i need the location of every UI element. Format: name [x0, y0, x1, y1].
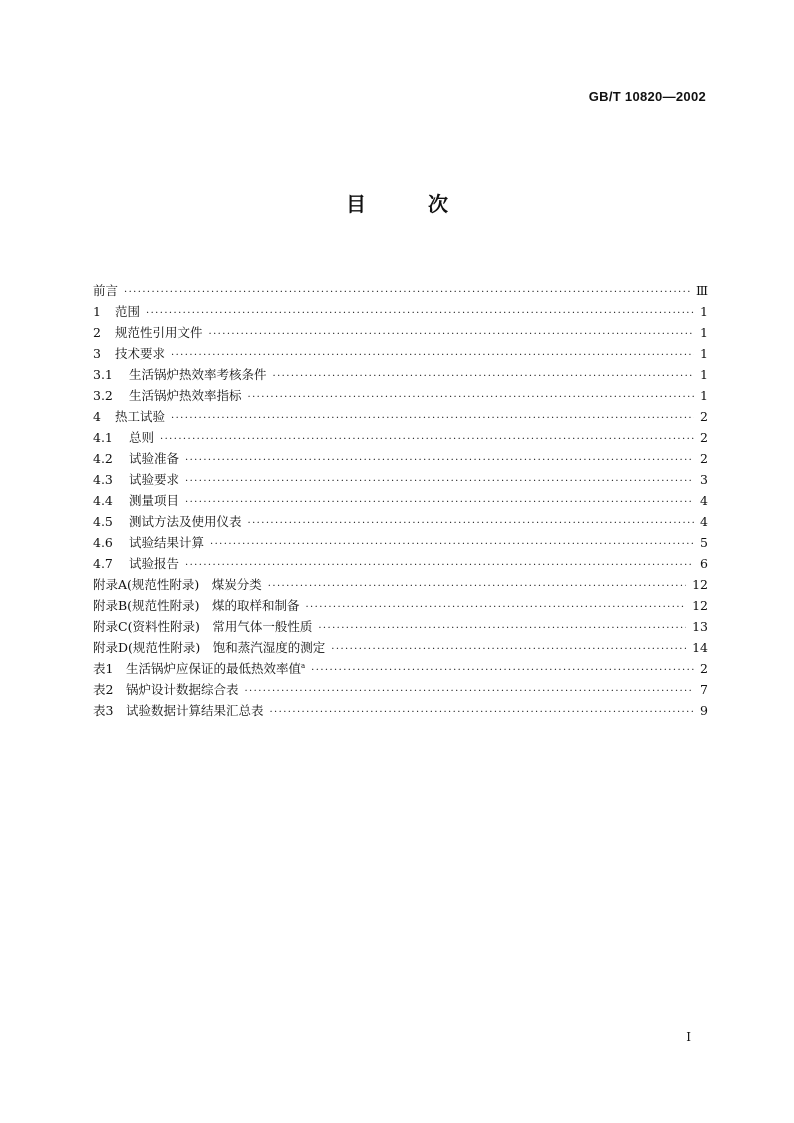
toc-entry[interactable]: [93, 658, 708, 679]
page-number: I: [686, 1030, 691, 1044]
toc-entry-label: [129, 553, 179, 574]
toc-entry-number: 4.2: [93, 451, 113, 466]
toc-entry-number: 4.7: [93, 556, 113, 571]
toc-entry-page: 3: [700, 472, 708, 487]
toc-entry-page: 2: [700, 409, 708, 424]
toc-dot-leader: [160, 429, 694, 450]
document-code: GB/T 10820—2002: [588, 89, 706, 104]
toc-entry-number: 4.4: [93, 493, 113, 508]
toc-entry-page: 1: [700, 325, 708, 340]
toc-entry[interactable]: [93, 616, 708, 637]
toc-entry-label: [93, 700, 263, 721]
toc-entry-label: [115, 301, 140, 322]
toc-dot-leader: [248, 513, 694, 534]
toc-entry-number: 3.2: [93, 388, 113, 403]
toc-entry-page: 12: [692, 577, 708, 592]
toc-entry[interactable]: [93, 469, 708, 490]
toc-entry-page: 1: [700, 304, 708, 319]
toc-entry-label-text: 表3 试验数据计算结果汇总表: [93, 703, 264, 718]
page-title-char-1: 目: [346, 192, 366, 216]
toc-entry-page: 12: [692, 598, 708, 613]
toc-entry-label: [115, 343, 165, 364]
toc-dot-leader: [273, 366, 694, 387]
toc-entry[interactable]: [93, 490, 708, 511]
toc-dot-leader: [185, 492, 694, 513]
toc-entry-label: [129, 469, 179, 490]
toc-entry-label: [93, 574, 262, 595]
toc-entry-page: 1: [700, 367, 708, 382]
toc-entry-label: [129, 448, 179, 469]
toc-entry[interactable]: [93, 364, 708, 385]
toc-entry[interactable]: [93, 595, 708, 616]
toc-entry-label-text: 生活锅炉热效率考核条件: [129, 367, 267, 382]
toc-entry-number: 2: [93, 325, 101, 340]
toc-entry-label: [129, 427, 154, 448]
toc-entry[interactable]: [93, 637, 708, 658]
toc-entry-label-text: 范围: [115, 304, 141, 319]
toc-entry-label: [129, 364, 267, 385]
toc-dot-leader: [269, 702, 694, 723]
toc-entry[interactable]: [93, 280, 708, 301]
toc-dot-leader: [185, 555, 694, 576]
toc-entry-label-text: 试验结果计算: [129, 535, 205, 550]
toc-entry-label: [93, 616, 312, 637]
toc-entry-label-text: 测试方法及使用仪表: [129, 514, 242, 529]
toc-entry-label-text: 表1 生活锅炉应保证的最低热效率值: [93, 661, 301, 676]
toc-dot-leader: [185, 471, 694, 492]
toc-entry-label-text: 附录B(规范性附录) 煤的取样和制备: [93, 598, 300, 613]
page-title-char-2: 次: [428, 192, 448, 216]
toc-entry[interactable]: [93, 448, 708, 469]
toc-entry-label-text: 前言: [93, 283, 119, 298]
toc-dot-leader: [318, 618, 686, 639]
toc-entry-label-text: 规范性引用文件: [115, 325, 203, 340]
toc-entry[interactable]: [93, 343, 708, 364]
toc-entry[interactable]: [93, 679, 708, 700]
toc-dot-leader: [248, 387, 694, 408]
toc-entry[interactable]: [93, 322, 708, 343]
toc-dot-leader: [268, 576, 686, 597]
toc-entry-number: 3: [93, 346, 101, 361]
toc-entry-label: [93, 595, 299, 616]
toc-entry[interactable]: [93, 301, 708, 322]
toc-entry-page: Ⅲ: [695, 283, 708, 298]
toc-entry-number: 1: [93, 304, 101, 319]
toc-entry-label-text: 技术要求: [115, 346, 166, 361]
toc-entry[interactable]: [93, 511, 708, 532]
toc-entry-label-text: 附录C(资料性附录) 常用气体一般性质: [93, 619, 313, 634]
toc-entry-page: 4: [700, 493, 708, 508]
toc-entry-number: 3.1: [93, 367, 113, 382]
toc-entry-label-text: 测量项目: [129, 493, 180, 508]
toc-entry-label-text: 试验要求: [129, 472, 180, 487]
toc-entry[interactable]: [93, 553, 708, 574]
toc-entry-page: 9: [700, 703, 708, 718]
toc-entry-page: 13: [692, 619, 708, 634]
toc-entry-number: 4.6: [93, 535, 113, 550]
toc-entry-page: 1: [700, 346, 708, 361]
toc-dot-leader: [210, 534, 694, 555]
toc-entry-page: 1: [700, 388, 708, 403]
toc-entry-label-text: 表2 锅炉设计数据综合表: [93, 682, 239, 697]
toc-entry-label: [93, 658, 305, 679]
toc-entry-number: 4.5: [93, 514, 113, 529]
toc-dot-leader: [305, 597, 686, 618]
toc-entry-number: 4.3: [93, 472, 113, 487]
toc-entry-label: [93, 280, 118, 301]
toc-dot-leader: [311, 660, 694, 681]
toc-dot-leader: [171, 408, 694, 429]
toc-dot-leader: [331, 639, 686, 660]
toc-entry-label: [93, 679, 238, 700]
toc-entry-label: [93, 637, 325, 658]
toc-dot-leader: [124, 282, 690, 303]
toc-entry-label-text: 附录A(规范性附录) 煤炭分类: [93, 577, 262, 592]
table-of-contents: [93, 280, 708, 721]
toc-entry-number: 4.1: [93, 430, 113, 445]
toc-entry[interactable]: [93, 406, 708, 427]
toc-entry-page: 7: [700, 682, 708, 697]
toc-entry-page: 4: [700, 514, 708, 529]
toc-entry-label-text: 试验准备: [129, 451, 180, 466]
toc-entry-label: [129, 532, 204, 553]
toc-dot-leader: [209, 324, 694, 345]
toc-dot-leader: [185, 450, 694, 471]
toc-entry-page: 5: [700, 535, 708, 550]
toc-entry-page: 2: [700, 430, 708, 445]
toc-entry-label: [115, 322, 203, 343]
page-title: [0, 188, 794, 217]
toc-entry[interactable]: [93, 385, 708, 406]
toc-entry[interactable]: [93, 700, 708, 721]
toc-entry-label: [129, 511, 242, 532]
toc-entry-page: 2: [700, 451, 708, 466]
toc-dot-leader: [244, 681, 694, 702]
toc-dot-leader: [146, 303, 694, 324]
toc-entry-label-text: 生活锅炉热效率指标: [129, 388, 242, 403]
toc-entry-footnote-marker: a: [300, 661, 306, 670]
toc-entry-label: [115, 406, 165, 427]
toc-entry-label-text: 附录D(规范性附录) 饱和蒸汽湿度的测定: [93, 640, 326, 655]
toc-entry-label-text: 试验报告: [129, 556, 180, 571]
toc-dot-leader: [171, 345, 694, 366]
toc-entry-label: [129, 490, 179, 511]
toc-entry-page: 2: [700, 661, 708, 676]
toc-entry-number: 4: [93, 409, 101, 424]
toc-entry[interactable]: [93, 532, 708, 553]
toc-entry-page: 14: [692, 640, 708, 655]
toc-entry-page: 6: [700, 556, 708, 571]
toc-entry-label-text: 总则: [129, 430, 155, 445]
toc-entry[interactable]: [93, 427, 708, 448]
toc-entry-label: [129, 385, 242, 406]
toc-entry[interactable]: [93, 574, 708, 595]
toc-entry-label-text: 热工试验: [115, 409, 166, 424]
